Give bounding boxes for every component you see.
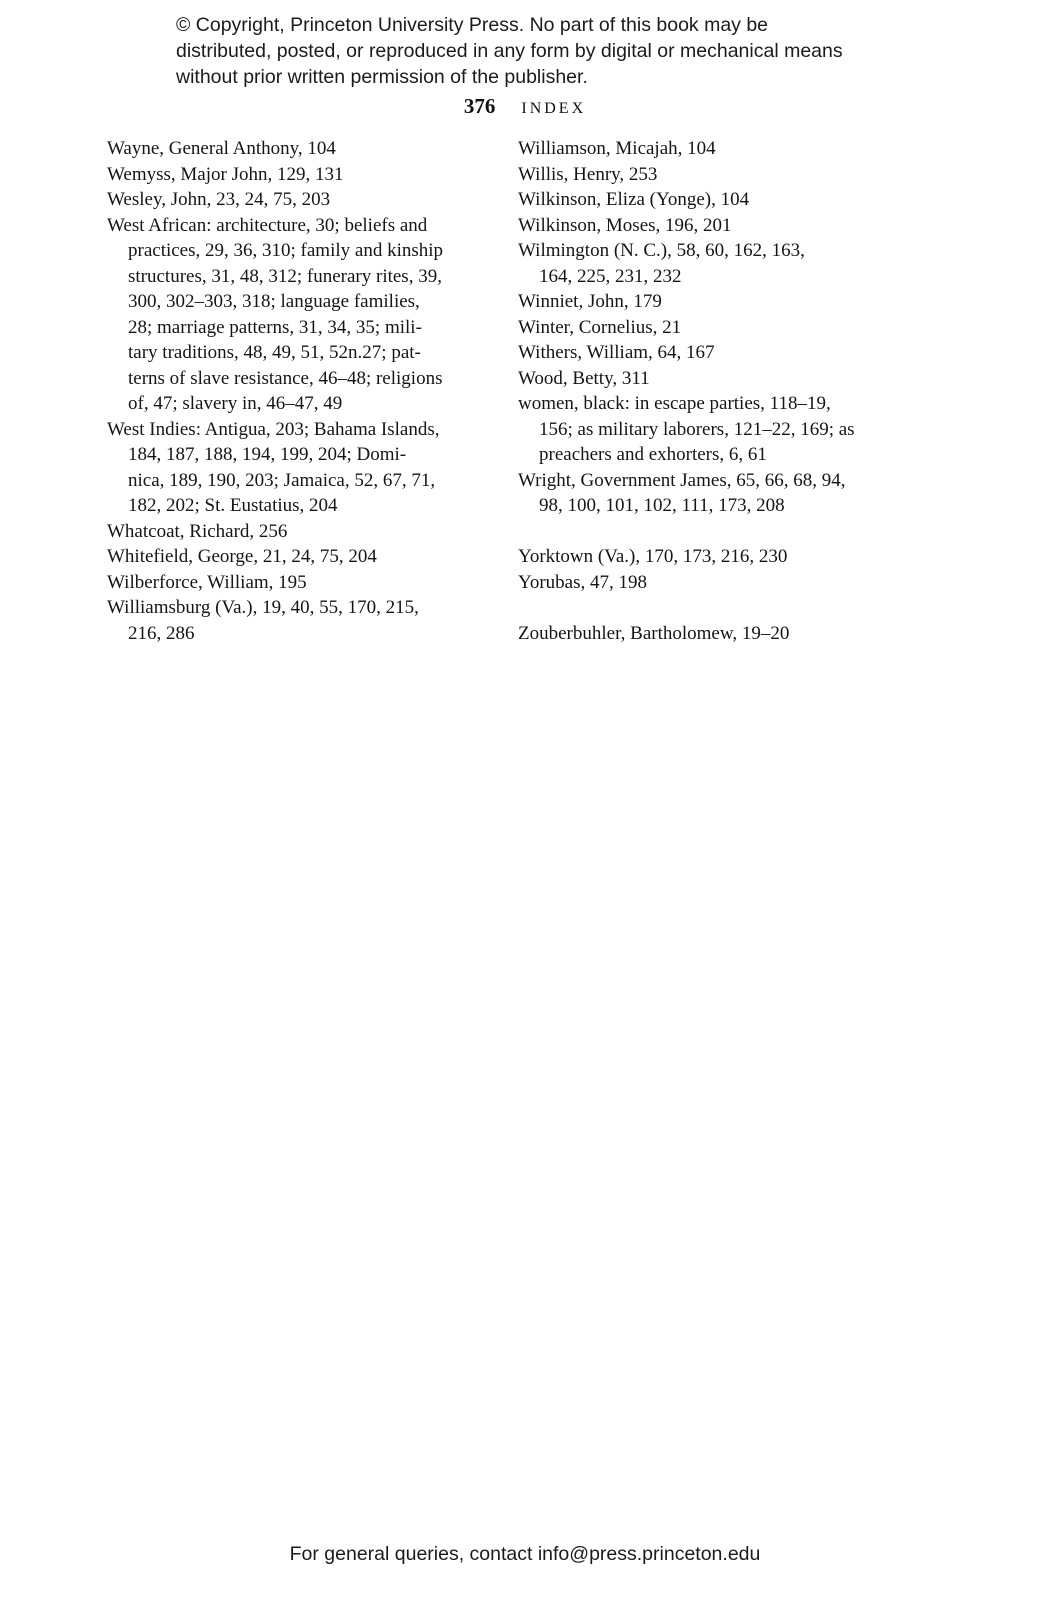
index-entry-line: Yorubas, 47, 198 [518,571,647,593]
index-entry-line: Zouberbuhler, Bartholomew, 19–20 [518,622,790,644]
index-entry [107,519,507,545]
index-entry-line: Wesley, John, 23, 24, 75, 203 [107,189,331,210]
index-entry-line: Wood, Betty, 311 [518,367,650,389]
index-entry-line: Williamson, Micajah, 104 [518,138,716,159]
index-entry-line: West African: architecture, 30; beliefs and [107,214,428,236]
index-entry [518,187,918,213]
index-entry-continuation-line: 98, 100, 101, 102, 111, 173, 208 [539,495,785,516]
index-entry [518,162,918,188]
index-entry [518,570,918,596]
index-entry [518,366,918,392]
index-entry-continuation-line: terns of slave resistance, 46–48; religions [128,367,443,389]
index-entry-continuation-line: tary traditions, 48, 49, 51, 52n.27; pat- [128,342,421,363]
index-entry [107,544,507,570]
index-entry-continuation-line: 216, 286 [128,622,195,644]
index-entry-continuation-line: 182, 202; St. Eustatius, 204 [128,495,338,516]
index-entry-line: Wilmington (N. C.), 58, 60, 162, 163, [518,240,805,261]
index-column-right [518,136,918,646]
index-entry-continuation-line: nica, 189, 190, 203; Jamaica, 52, 67, 71, [128,469,436,491]
index-entry-continuation-line: structures, 31, 48, 312; funerary rites, 39, [128,265,442,287]
index-entry-line: Whatcoat, Richard, 256 [107,520,288,542]
index-entry [107,570,507,596]
index-entry [518,238,918,289]
page-number: 376 [463,94,496,118]
index-entry-line: Winter, Cornelius, 21 [518,316,682,338]
index-entry [518,544,918,570]
index-entry [518,621,918,647]
index-column-left [107,136,507,646]
index-entry [107,595,507,646]
index-entry [518,468,918,519]
index-entry [107,213,507,417]
index-entry-line: Whitefield, George, 21, 24, 75, 204 [107,546,377,567]
index-entry-continuation-line: 300, 302–303, 318; language families, [128,291,420,312]
index-entry-continuation-line: 156; as military laborers, 121–22, 169; as [539,418,855,440]
index-entry-line: Winniet, John, 179 [518,291,662,312]
section-title: INDEX [521,100,587,117]
index-entry-line: Wilkinson, Moses, 196, 201 [518,214,732,236]
index-entry [107,417,507,519]
index-entry-line: Wright, Government James, 65, 66, 68, 94, [518,469,846,491]
index-entry [107,136,507,162]
index-entry-continuation-line: of, 47; slavery in, 46–47, 49 [128,393,343,414]
index-entry-line: women, black: in escape parties, 118–19, [518,393,831,414]
index-entry-line: Withers, William, 64, 167 [518,342,715,363]
page-header [0,94,1050,119]
index-entry [518,391,918,468]
index-entry [518,289,918,315]
index-entry [518,315,918,341]
index-entry [107,162,507,188]
index-entry-line: Wayne, General Anthony, 104 [107,138,336,159]
index-entry-line: Williamsburg (Va.), 19, 40, 55, 170, 215, [107,597,419,618]
index-entry-continuation-line: 28; marriage patterns, 31, 34, 35; mili- [128,316,422,338]
index-entry-line: West Indies: Antigua, 203; Bahama Islands, [107,418,440,440]
index-entry-continuation-line: preachers and exhorters, 6, 61 [539,444,767,465]
index-entry [107,187,507,213]
index-entry-line: Yorktown (Va.), 170, 173, 216, 230 [518,546,788,567]
index-entry [518,213,918,239]
index-entry-line: Wilkinson, Eliza (Yonge), 104 [518,189,750,210]
index-entry-continuation-line: 164, 225, 231, 232 [539,265,682,287]
index-entry-line: Wemyss, Major John, 129, 131 [107,163,344,185]
index-entry-line: Wilberforce, William, 195 [107,571,307,593]
index-entry [518,136,918,162]
footer-contact: For general queries, contact info@press.princeton.edu [289,1543,761,1565]
index-entry-continuation-line: practices, 29, 36, 310; family and kinship [128,240,444,261]
index-entry-line: Willis, Henry, 253 [518,163,658,185]
copyright-notice: © Copyright, Princeton University Press. No part of this book may be distributed, posted, or reproduced in any form by digital or mechanical means without prior written permission of the publisher. [176,14,843,88]
index-entry [518,340,918,366]
index-entry-continuation-line: 184, 187, 188, 194, 199, 204; Domi- [128,444,407,465]
